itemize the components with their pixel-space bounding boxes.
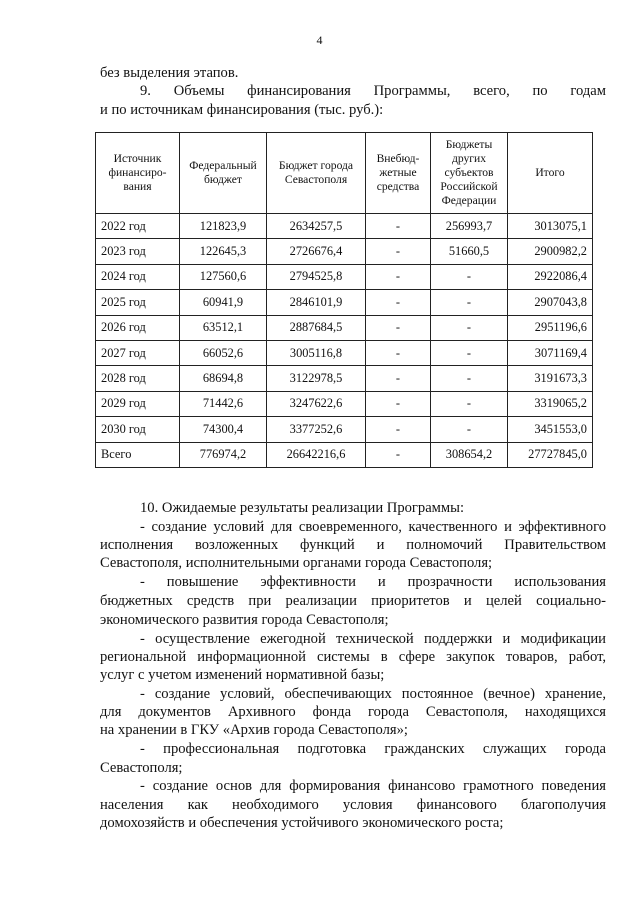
cell-federal: 71442,6: [180, 391, 267, 416]
cell-city-budget: 3247622,6: [267, 391, 366, 416]
table-row: [96, 239, 593, 264]
table-row: [96, 366, 593, 391]
cell-federal: 68694,8: [180, 366, 267, 391]
table-row: [96, 391, 593, 416]
table-row: [96, 442, 593, 467]
header-city-budget: Бюджет города Севастополя: [267, 133, 366, 214]
cell-extrabudget: -: [366, 442, 431, 467]
result-5-line1: - профессиональная подготовка гражданских служащих города: [140, 741, 606, 757]
cell-federal: 122645,3: [180, 239, 267, 264]
cell-other-subjects: -: [431, 340, 508, 365]
cell-federal: 776974,2: [180, 442, 267, 467]
cell-other-subjects: -: [431, 417, 508, 442]
cell-extrabudget: -: [366, 290, 431, 315]
result-2-line1: - повышение эффективности и прозрачности использования: [140, 574, 606, 590]
cell-federal: 63512,1: [180, 315, 267, 340]
result-1-line2: исполнения возложенных функций и полномочий Правительством: [100, 537, 606, 553]
header-total: Итого: [508, 133, 593, 214]
result-2-line3: экономического развития города Севастополя;: [100, 612, 389, 628]
cell-federal: 74300,4: [180, 417, 267, 442]
cell-other-subjects: 308654,2: [431, 442, 508, 467]
cell-other-subjects: 256993,7: [431, 214, 508, 239]
cell-federal: 127560,6: [180, 264, 267, 289]
header-source: Источник финансиро-вания: [96, 133, 180, 214]
result-6-line1: - создание основ для формирования финансово грамотного поведения: [140, 778, 606, 794]
table-row: [96, 290, 593, 315]
result-4-line1: - создание условий, обеспечивающих постоянное (вечное) хранение,: [140, 686, 606, 702]
result-1-line3: Севастополя, исполнительными органами города Севастополя;: [100, 555, 493, 571]
cell-extrabudget: -: [366, 417, 431, 442]
cell-source: 2022 год: [96, 214, 180, 239]
cell-total: 3013075,1: [508, 214, 593, 239]
cell-federal: 60941,9: [180, 290, 267, 315]
cell-city-budget: 26642216,6: [267, 442, 366, 467]
cell-source: 2027 год: [96, 340, 180, 365]
cell-extrabudget: -: [366, 391, 431, 416]
result-3-line3: услуг с учетом изменений нормативной базы;: [100, 667, 385, 683]
cell-total: 3191673,3: [508, 366, 593, 391]
result-3-line1: - осуществление ежегодной технической поддержки и модификации: [140, 631, 606, 647]
cell-city-budget: 2794525,8: [267, 264, 366, 289]
cell-extrabudget: -: [366, 340, 431, 365]
cell-other-subjects: -: [431, 290, 508, 315]
cell-total: 3071169,4: [508, 340, 593, 365]
result-6-line3: домохозяйств и обеспечения устойчивого экономического роста;: [100, 815, 504, 831]
result-2-line2: бюджетных средств при реализации приоритетов и целей социально-: [100, 593, 606, 609]
cell-total: 3319065,2: [508, 391, 593, 416]
header-federal: Федеральный бюджет: [180, 133, 267, 214]
cell-city-budget: 2726676,4: [267, 239, 366, 264]
cell-total: 2907043,8: [508, 290, 593, 315]
cell-source: 2025 год: [96, 290, 180, 315]
cell-city-budget: 2846101,9: [267, 290, 366, 315]
header-other-subjects: Бюджеты других субъектов Российской Федерации: [431, 133, 508, 214]
financing-table: [95, 132, 593, 468]
cell-source: Всего: [96, 442, 180, 467]
cell-extrabudget: -: [366, 264, 431, 289]
cell-city-budget: 2887684,5: [267, 315, 366, 340]
intro-line: без выделения этапов.: [100, 65, 239, 81]
result-4-line2: для документов Архивного фонда города Севастополя, находящихся: [100, 704, 606, 720]
cell-source: 2026 год: [96, 315, 180, 340]
table-row: [96, 264, 593, 289]
table-row: [96, 417, 593, 442]
cell-total: 2922086,4: [508, 264, 593, 289]
table-header-row: [96, 133, 593, 214]
result-3-line2: региональной информационной системы в сфере закупок товаров, работ,: [100, 649, 606, 665]
cell-federal: 66052,6: [180, 340, 267, 365]
cell-total: 27727845,0: [508, 442, 593, 467]
cell-city-budget: 2634257,5: [267, 214, 366, 239]
cell-other-subjects: 51660,5: [431, 239, 508, 264]
cell-source: 2029 год: [96, 391, 180, 416]
cell-total: 3451553,0: [508, 417, 593, 442]
header-extrabudget: Внебюд-жетные средства: [366, 133, 431, 214]
section-10-heading: 10. Ожидаемые результаты реализации Программы:: [140, 500, 464, 516]
cell-other-subjects: -: [431, 391, 508, 416]
cell-city-budget: 3005116,8: [267, 340, 366, 365]
cell-extrabudget: -: [366, 315, 431, 340]
cell-total: 2900982,2: [508, 239, 593, 264]
cell-source: 2023 год: [96, 239, 180, 264]
cell-city-budget: 3377252,6: [267, 417, 366, 442]
cell-city-budget: 3122978,5: [267, 366, 366, 391]
cell-source: 2028 год: [96, 366, 180, 391]
section-9-heading-line2: и по источникам финансирования (тыс. руб.):: [100, 102, 384, 118]
cell-total: 2951196,6: [508, 315, 593, 340]
result-6-line2: населения как необходимого условия финансового благополучия: [100, 797, 606, 813]
section-9-heading-line1: 9. Объемы финансирования Программы, всего, по годам: [140, 83, 606, 99]
cell-source: 2024 год: [96, 264, 180, 289]
cell-extrabudget: -: [366, 214, 431, 239]
cell-source: 2030 год: [96, 417, 180, 442]
table-row: [96, 340, 593, 365]
result-5-line2: Севастополя;: [100, 760, 183, 776]
cell-other-subjects: -: [431, 315, 508, 340]
result-4-line3: на хранении в ГКУ «Архив города Севастополя»;: [100, 722, 408, 738]
result-1-line1: - создание условий для своевременного, качественного и эффективного: [140, 519, 606, 535]
cell-other-subjects: -: [431, 366, 508, 391]
cell-extrabudget: -: [366, 366, 431, 391]
table-row: [96, 315, 593, 340]
cell-extrabudget: -: [366, 239, 431, 264]
cell-federal: 121823,9: [180, 214, 267, 239]
page-number: 4: [316, 33, 323, 47]
table-row: [96, 214, 593, 239]
cell-other-subjects: -: [431, 264, 508, 289]
